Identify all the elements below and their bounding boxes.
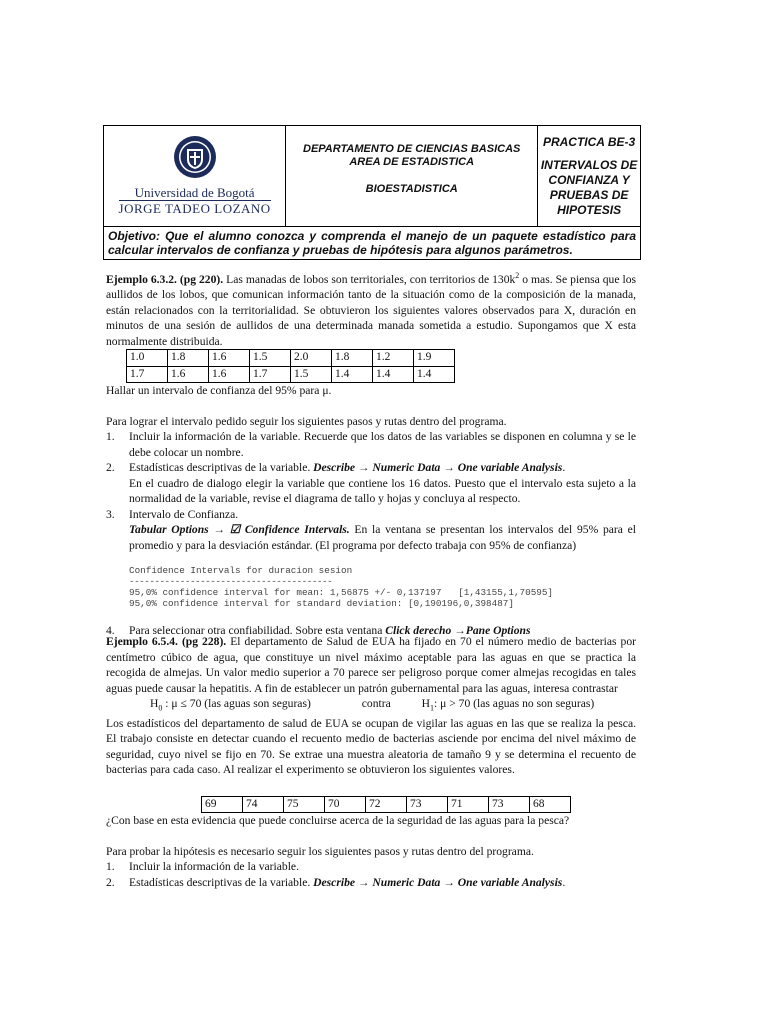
hypotheses: $H_0$ : μ ≤ 70 (las aguas son seguras) contra $H_1$: μ > 70 (las aguas no son seguras) <box>150 697 595 713</box>
menu-path: Describe → Numeric Data → One variable Analysis <box>313 875 563 889</box>
university-seal-icon <box>173 135 217 179</box>
software-output: Confidence Intervals for duracion sesion ---------------------------------------- 95,0% confidence interval for mean: 1,56875 +/- 0,137197 [1,43155,1,70595] 95,0% confidence interval for standard deviation: [0,190196,0,398487] <box>129 565 554 610</box>
list-item: 3. Intervalo de Confianza. Tabular Options → ☑ Confidence Intervals. En la ventana se presentan los intervalos del 95% para el promedio y para la desviación estándar. (El programa por defecto trabaja con 95% de confianza) <box>106 507 636 552</box>
department-cell <box>286 126 538 227</box>
example-2-context: Los estadísticos del departamento de salud de EUA se ocupan de vigilar las aguas en las que se realiza la pesca. El trabajo consiste en detectar cuando el recuento medio de bacterias asciende por encima del nivel máximo de seguridad, cuyo nivel se fijo en 70. Se extrae una muestra aleatoria de tamaño 9 y se determina el recuento de bacterias para cada caso. Al realizar el experimento se obtuvieron los siguientes valores. <box>106 716 636 777</box>
example-2 <box>106 634 636 890</box>
logo-name-text: JORGE TADEO LOZANO <box>118 200 271 216</box>
practice-cell <box>538 126 641 227</box>
practice-code: PRACTICA BE-3 <box>542 134 636 149</box>
list-item: 1. Incluir la información de la variable. <box>106 860 299 874</box>
menu-path: Describe → Numeric Data → One variable Analysis <box>313 461 563 475</box>
logo-cell <box>104 126 286 227</box>
practice-topic-1: INTERVALOS DE <box>540 157 638 172</box>
logo-university-text: Universidad de Bogotá <box>134 184 255 200</box>
table-row: 1.7 1.6 1.6 1.7 1.5 1.4 1.4 1.4 <box>127 366 455 383</box>
table-row: 1.0 1.8 1.6 1.5 2.0 1.8 1.2 1.9 <box>127 350 455 367</box>
menu-path: Click derecho →Pane Options <box>385 624 531 638</box>
dept-line1: DEPARTAMENTO DE CIENCIAS BASICAS <box>303 142 521 155</box>
objective-text: Objetivo: Que el alumno conozca y comprenda el manejo de un paquete estadístico para calcular intervalos de confianza y pruebas de hipótesis para algunos parámetros. <box>104 227 641 260</box>
wolf-data-table <box>126 349 455 383</box>
menu-path: Tabular Options → ☑ Confidence Intervals. <box>129 523 350 537</box>
example-2-question: ¿Con base en esta evidencia que puede concluirse acerca de la seguridad de las aguas para la pesca? <box>106 814 570 828</box>
header-table <box>103 125 641 260</box>
practice-topic-3: PRUEBAS DE <box>549 187 629 202</box>
example-1-statement: Ejemplo 6.3.2. (pg 220). Las manadas de lobos son territoriales, con territorios de $130k^2$ o mas. Se piensa que los aullidos de los lobos, que comunican información tanto de la situación como de la composición de la manada, están relacionados con la territorialidad. Se obtuvieron los siguientes valores observados para X, duración en minutos de una sesión de aullidos de una determinada manada sometida a estudio. Supongamos que X esta normalmente distribuida. <box>106 271 636 348</box>
example-2-title: Ejemplo 6.5.4. (pg 228). <box>106 635 227 648</box>
list-item: 2. Estadísticas descriptivas de la variable. Describe → Numeric Data → One variable Analysis. En el cuadro de dialogo elegir la variable que contiene los 16 datos. Puesto que el intervalo esta sujeto a la normalidad de la variable, revise el diagrama de tallo y hojas y concluya al respecto. <box>106 461 636 506</box>
example-1-question: Hallar un intervalo de confianza del 95% para μ. <box>106 384 332 398</box>
list-item: 1. Incluir la información de la variable. Recuerde que los datos de las variables se disponen en columna y se le debe colocar un nombre. <box>106 430 636 459</box>
practice-topic-4: HIPOTESIS <box>557 202 622 217</box>
dept-line2: AREA DE ESTADISTICA <box>349 155 475 168</box>
example-2-steps-intro: Para probar la hipótesis es necesario seguir los siguientes pasos y rutas dentro del programa. <box>106 844 534 858</box>
list-item: 4. Para seleccionar otra confiabilidad. Sobre esta ventana Click derecho →Pane Options <box>106 624 531 638</box>
example-1 <box>106 268 636 639</box>
example-1-title: Ejemplo 6.3.2. (pg 220). <box>106 272 224 286</box>
bacteria-data-table <box>201 796 571 814</box>
practice-topic-2: CONFIANZA Y <box>548 172 630 187</box>
list-item: 2. Estadísticas descriptivas de la variable. Describe → Numeric Data → One variable Analysis. <box>106 875 566 889</box>
example-2-statement: Ejemplo 6.5.4. (pg 228). El departamento de Salud de EUA ha fijado en 70 el número medio de bacterias por centímetro cúbico de agua, que constituye un nivel máximo aceptable para las aguas en que se practica la recogida de almejas. Un valor medio superior a 70 parece ser peligroso porque comer almejas recogidas en tales aguas puede causar la hepatitis. A fin de establecer un patrón gubernamental para las aguas, interesa contrastar <box>106 635 636 695</box>
dept-course: BIOESTADISTICA <box>365 182 458 195</box>
example-1-steps-intro: Para lograr el intervalo pedido seguir los siguientes pasos y rutas dentro del programa. <box>106 414 507 428</box>
table-row: 69 74 75 70 72 73 71 73 68 <box>202 796 571 813</box>
